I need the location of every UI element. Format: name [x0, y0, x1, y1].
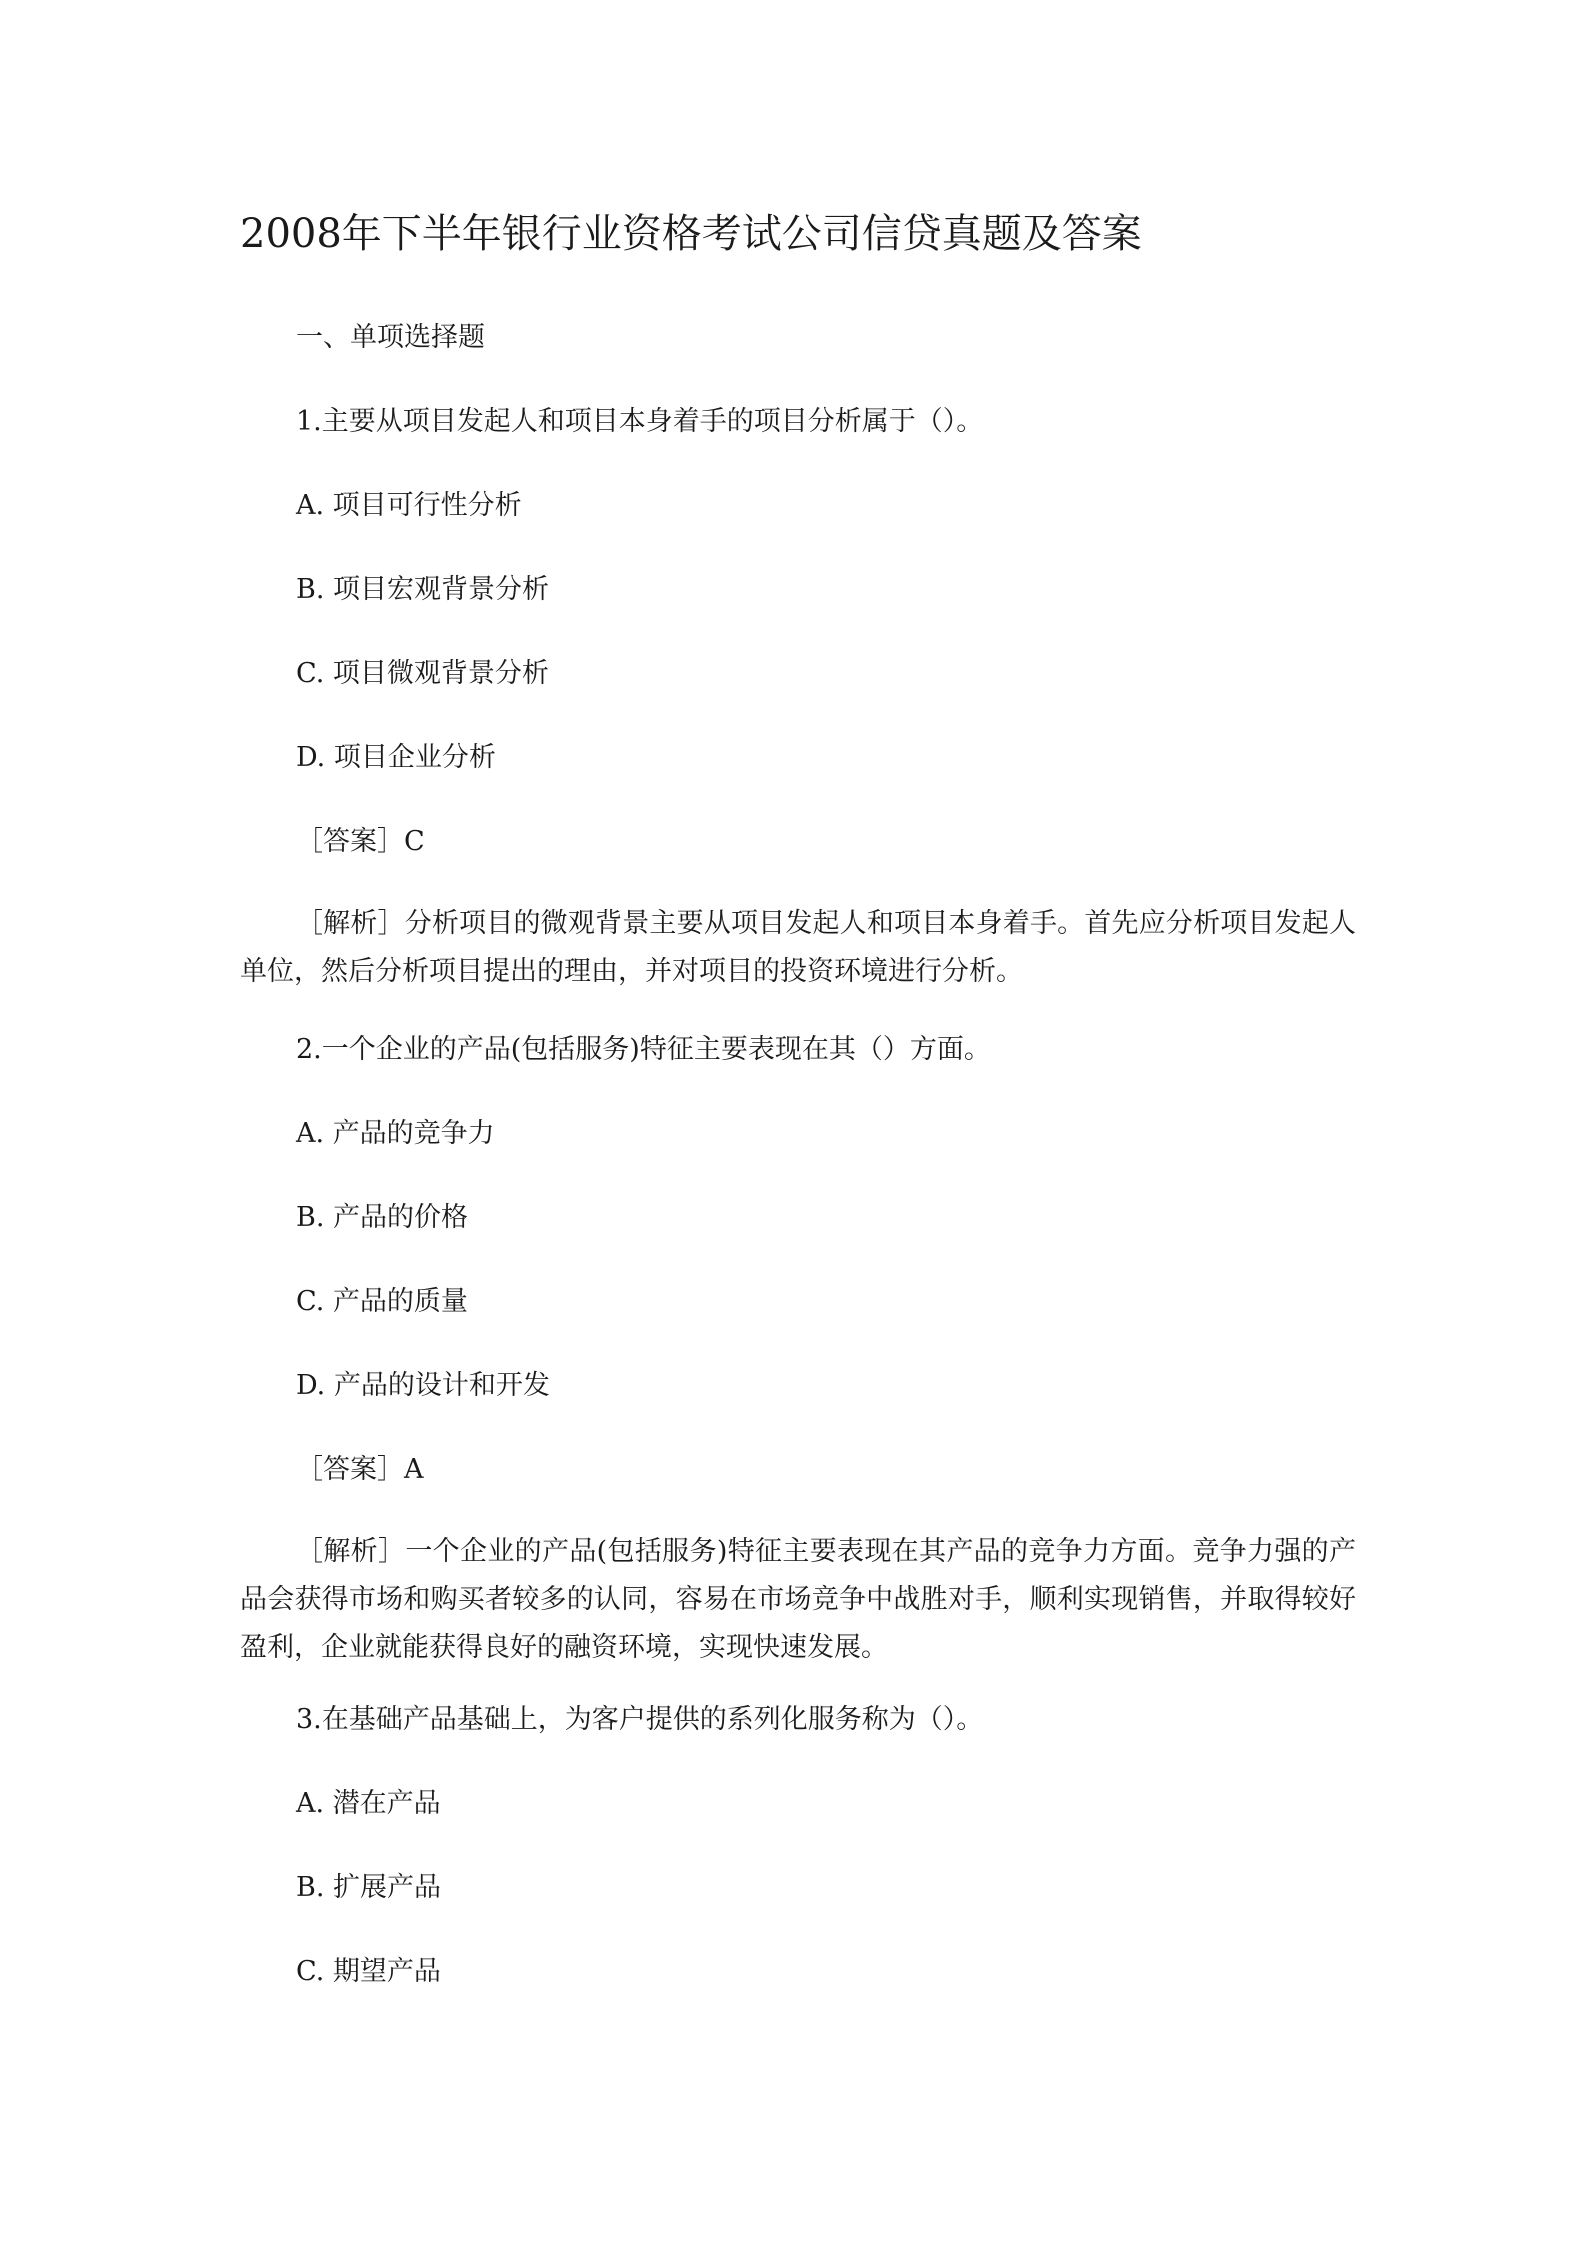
- question-2-option-b: B. 产品的价格: [296, 1202, 469, 1233]
- question-1-option-b: B. 项目宏观背景分析: [296, 574, 550, 605]
- question-1-option-d: D. 项目企业分析: [296, 742, 496, 773]
- question-3-stem: 3.在基础产品基础上，为客户提供的系列化服务称为（）。: [296, 1704, 984, 1735]
- question-1-explanation: ［解析］分析项目的微观背景主要从项目发起人和项目本身着手。首先应分析项目发起人单位，然后分析项目提出的理由，并对项目的投资环境进行分析。: [240, 908, 1356, 987]
- question-2-explanation: ［解析］一个企业的产品(包括服务)特征主要表现在其产品的竞争力方面。竞争力强的产品会获得市场和购买者较多的认同，容易在市场竞争中战胜对手，顺利实现销售，并取得较好盈利，企业就能获得良好的融资环境，实现快速发展。: [240, 1536, 1356, 1663]
- question-1-stem: 1.主要从项目发起人和项目本身着手的项目分析属于（）。: [296, 406, 984, 437]
- question-3-option-b: B. 扩展产品: [296, 1872, 442, 1903]
- question-2-option-d: D. 产品的设计和开发: [296, 1370, 550, 1401]
- question-1-option-a: A. 项目可行性分析: [296, 490, 522, 521]
- question-3-option-a: A. 潜在产品: [296, 1788, 441, 1819]
- document-title: 2008年下半年银行业资格考试公司信贷真题及答案: [240, 211, 1142, 257]
- section-heading: 一、单项选择题: [296, 322, 485, 353]
- question-2-option-c: C. 产品的质量: [296, 1286, 468, 1317]
- question-1-answer: ［答案］C: [296, 826, 425, 857]
- question-2-stem: 2.一个企业的产品(包括服务)特征主要表现在其（）方面。: [296, 1034, 991, 1065]
- question-1-option-c: C. 项目微观背景分析: [296, 658, 549, 689]
- question-3-option-c: C. 期望产品: [296, 1956, 441, 1987]
- question-2-answer: ［答案］A: [296, 1454, 424, 1485]
- question-2-option-a: A. 产品的竞争力: [296, 1118, 495, 1149]
